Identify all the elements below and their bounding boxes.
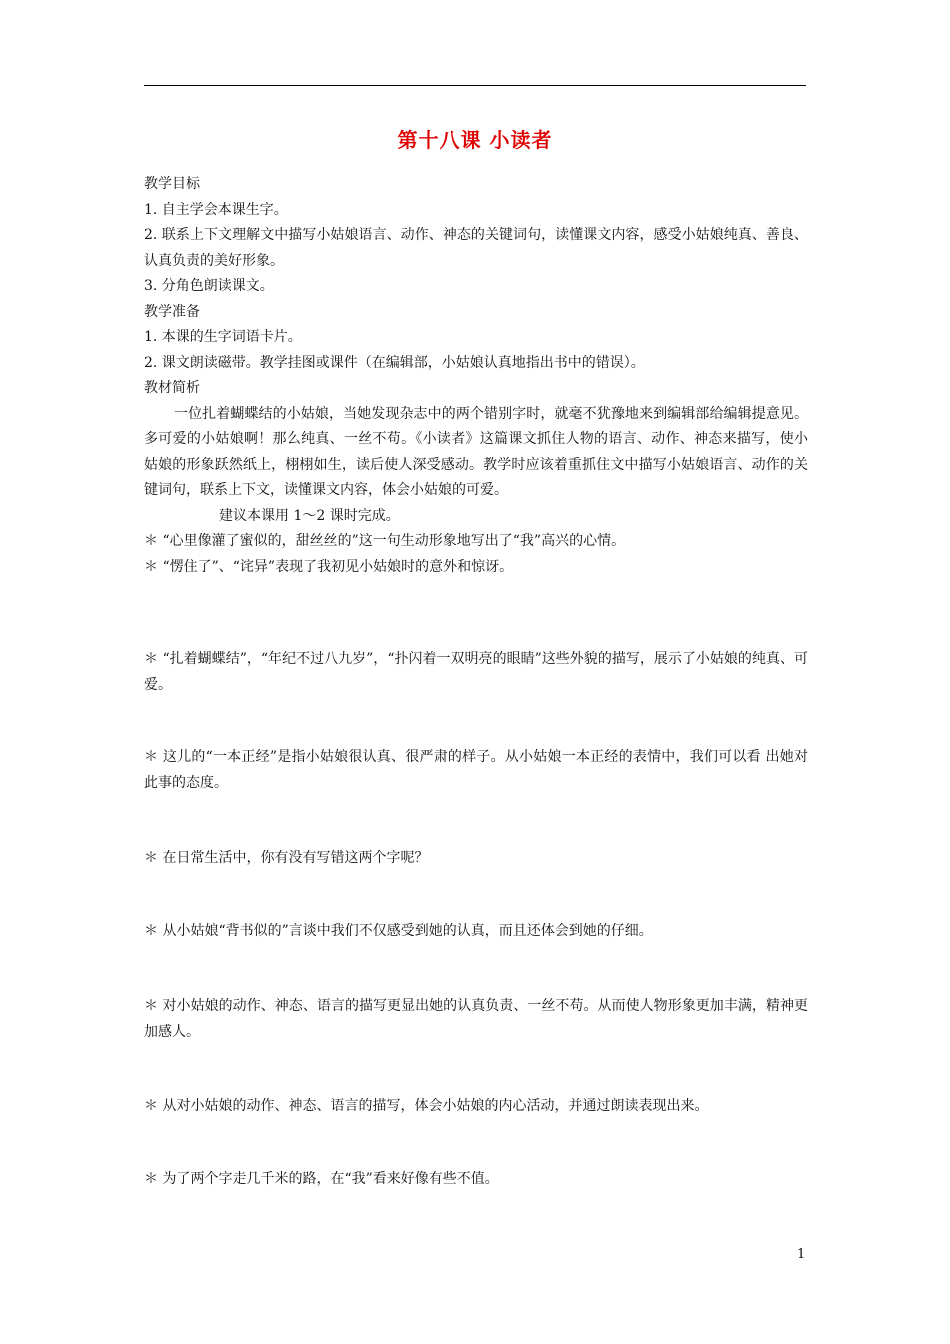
prep-item: 1. 本课的生字词语卡片。 bbox=[144, 329, 302, 345]
goal-item: 3. 分角色朗读课文。 bbox=[144, 278, 274, 294]
note-item: ＊ 从小姑娘“背书似的”言谈中我们不仅感受到她的认真，而且还体会到她的仔细。 bbox=[144, 923, 653, 939]
page-number: 1 bbox=[797, 1247, 806, 1262]
goals-heading: 教学目标 bbox=[144, 176, 200, 192]
lesson-time-suggestion: 建议本课用 1～2 课时完成。 bbox=[219, 507, 400, 524]
note-item: ＊ 从对小姑娘的动作、神态、语言的描写，体会小姑娘的内心活动，并通过朗读表现出来。 bbox=[144, 1098, 709, 1114]
note-item: ＊ 对小姑娘的动作、神态、语言的描写更显出她的认真负责、一丝不苟。从而使人物形象更加丰满，精神更加感人。 bbox=[144, 998, 808, 1040]
goal-item: 1. 自主学会本课生字。 bbox=[144, 201, 288, 218]
prep-heading: 教学准备 bbox=[144, 303, 200, 320]
header-rule bbox=[144, 85, 806, 86]
goal-item: 2. 联系上下文理解文中描写小姑娘语言、动作、神态的关键词句，读懂课文内容，感受小姑娘纯真、善良、认真负责的美好形象。 bbox=[144, 227, 808, 269]
prep-item: 2. 课文朗读磁带。教学挂图或课件（在编辑部，小姑娘认真地指出书中的错误）。 bbox=[144, 354, 645, 371]
note-item: ＊ “扎着蝴蝶结”，“年纪不过八九岁”，“扑闪着一双明亮的眼睛”这些外貌的描写，展示了小姑娘的纯真、可爱。 bbox=[144, 651, 808, 693]
note-item: ＊ “心里像灌了蜜似的，甜丝丝的”这一句生动形象地写出了“我”高兴的心情。 bbox=[144, 533, 626, 549]
analysis-heading: 教材简析 bbox=[144, 380, 200, 396]
note-item: ＊ 在日常生活中，你有没有写错这两个字呢？ bbox=[144, 850, 429, 866]
note-item: ＊ 这儿的“一本正经”是指小姑娘很认真、很严肃的样子。从小姑娘一本正经的表情中，我们可以看 出她对此事的态度。 bbox=[144, 749, 808, 791]
lesson-plan-body bbox=[144, 172, 808, 580]
note-item: ＊ “愣住了”、“诧异”表现了我初见小姑娘时的意外和惊讶。 bbox=[144, 558, 514, 575]
note-item: ＊ 为了两个字走几千米的路，在“我”看来好像有些不值。 bbox=[144, 1171, 499, 1187]
analysis-paragraph: 一位扎着蝴蝶结的小姑娘，当她发现杂志中的两个错别字时，就毫不犹豫地来到编辑部给编辑提意见。多可爱的小姑娘啊！那么纯真、一丝不苟。《小读者》这篇课文抓住人物的语言、动作、神态来描写，使小姑娘的形象跃然纸上，栩栩如生，读后使人深受感动。教学时应该着重抓住文中描写小姑娘语言、动作的关键词句，联系上下文，读懂课文内容，体会小姑娘的可爱。 bbox=[144, 405, 808, 498]
lesson-title: 第十八课 小读者 bbox=[397, 128, 553, 152]
